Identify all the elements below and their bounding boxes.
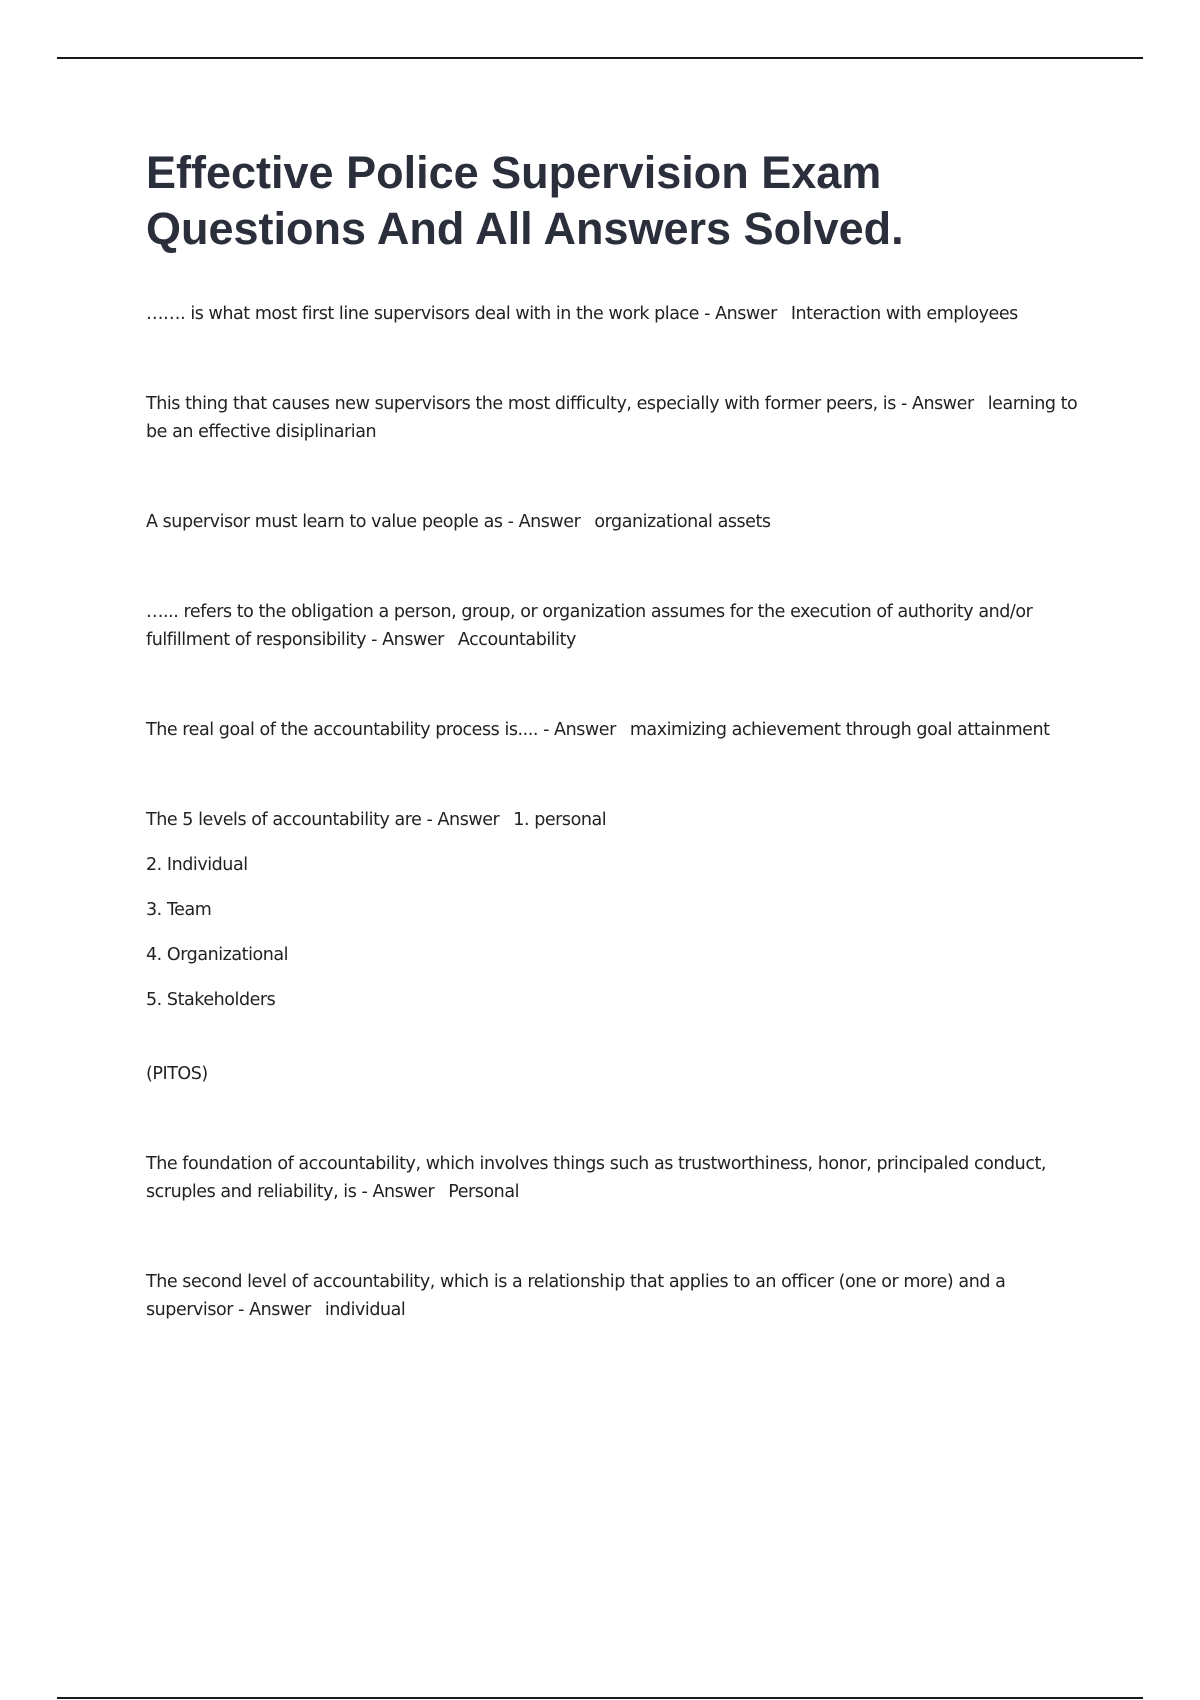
- qa-item: [146, 598, 1096, 654]
- answer-text: organizational assets: [594, 512, 771, 532]
- answer-text: Personal: [448, 1182, 520, 1202]
- qa-item: [146, 1150, 1096, 1206]
- answer-text: Interaction with employees: [790, 304, 1018, 324]
- question-text: The 5 levels of accountability are - Answer: [146, 810, 500, 830]
- answer-text: individual: [324, 1300, 406, 1320]
- answer-text: 1. personal: [513, 810, 607, 830]
- question-text: …... refers to the obligation a person, group, or organization assumes for the execution of authority and/or fulfillment of responsibility - Answer: [146, 602, 1033, 650]
- level-list-item: 4. Organizational: [146, 945, 289, 965]
- title-line-1: Effective Police Supervision Exam: [146, 147, 882, 198]
- answer-text: maximizing achievement through goal attainment: [629, 720, 1050, 740]
- qa-list: [146, 300, 1096, 1324]
- question-text: A supervisor must learn to value people as - Answer: [146, 512, 581, 532]
- level-list-item: 2. Individual: [146, 855, 248, 875]
- level-list-item: 5. Stakeholders: [146, 990, 276, 1010]
- title-line-2: Questions And All Answers Solved.: [146, 203, 904, 254]
- mnemonic: (PITOS): [146, 1064, 208, 1084]
- question-text: ……. is what most first line supervisors deal with in the work place - Answer: [146, 304, 777, 324]
- levels-item: [146, 806, 1096, 1088]
- question-text: The real goal of the accountability process is.... - Answer: [146, 720, 616, 740]
- answer-text: learning to be an effective disiplinarian: [146, 394, 1078, 442]
- document-body: [146, 145, 1096, 1324]
- level-list-item: 3. Team: [146, 900, 212, 920]
- top-divider: [57, 57, 1143, 59]
- qa-item: [146, 1268, 1096, 1324]
- document-title: [146, 145, 1096, 257]
- qa-item: [146, 716, 1096, 744]
- bottom-divider: [57, 1697, 1143, 1699]
- qa-item: [146, 300, 1096, 328]
- answer-text: Accountability: [457, 630, 576, 650]
- qa-item: [146, 508, 1096, 536]
- question-text: The second level of accountability, which is a relationship that applies to an officer (one or more) and a supervisor - Answer: [146, 1272, 1006, 1320]
- qa-item: [146, 390, 1096, 446]
- question-text: This thing that causes new supervisors the most difficulty, especially with former peers, is - Answer: [146, 394, 974, 414]
- question-text: The foundation of accountability, which involves things such as trustworthiness, honor, principaled conduct, scruples and reliability, is - Answer: [146, 1154, 1047, 1202]
